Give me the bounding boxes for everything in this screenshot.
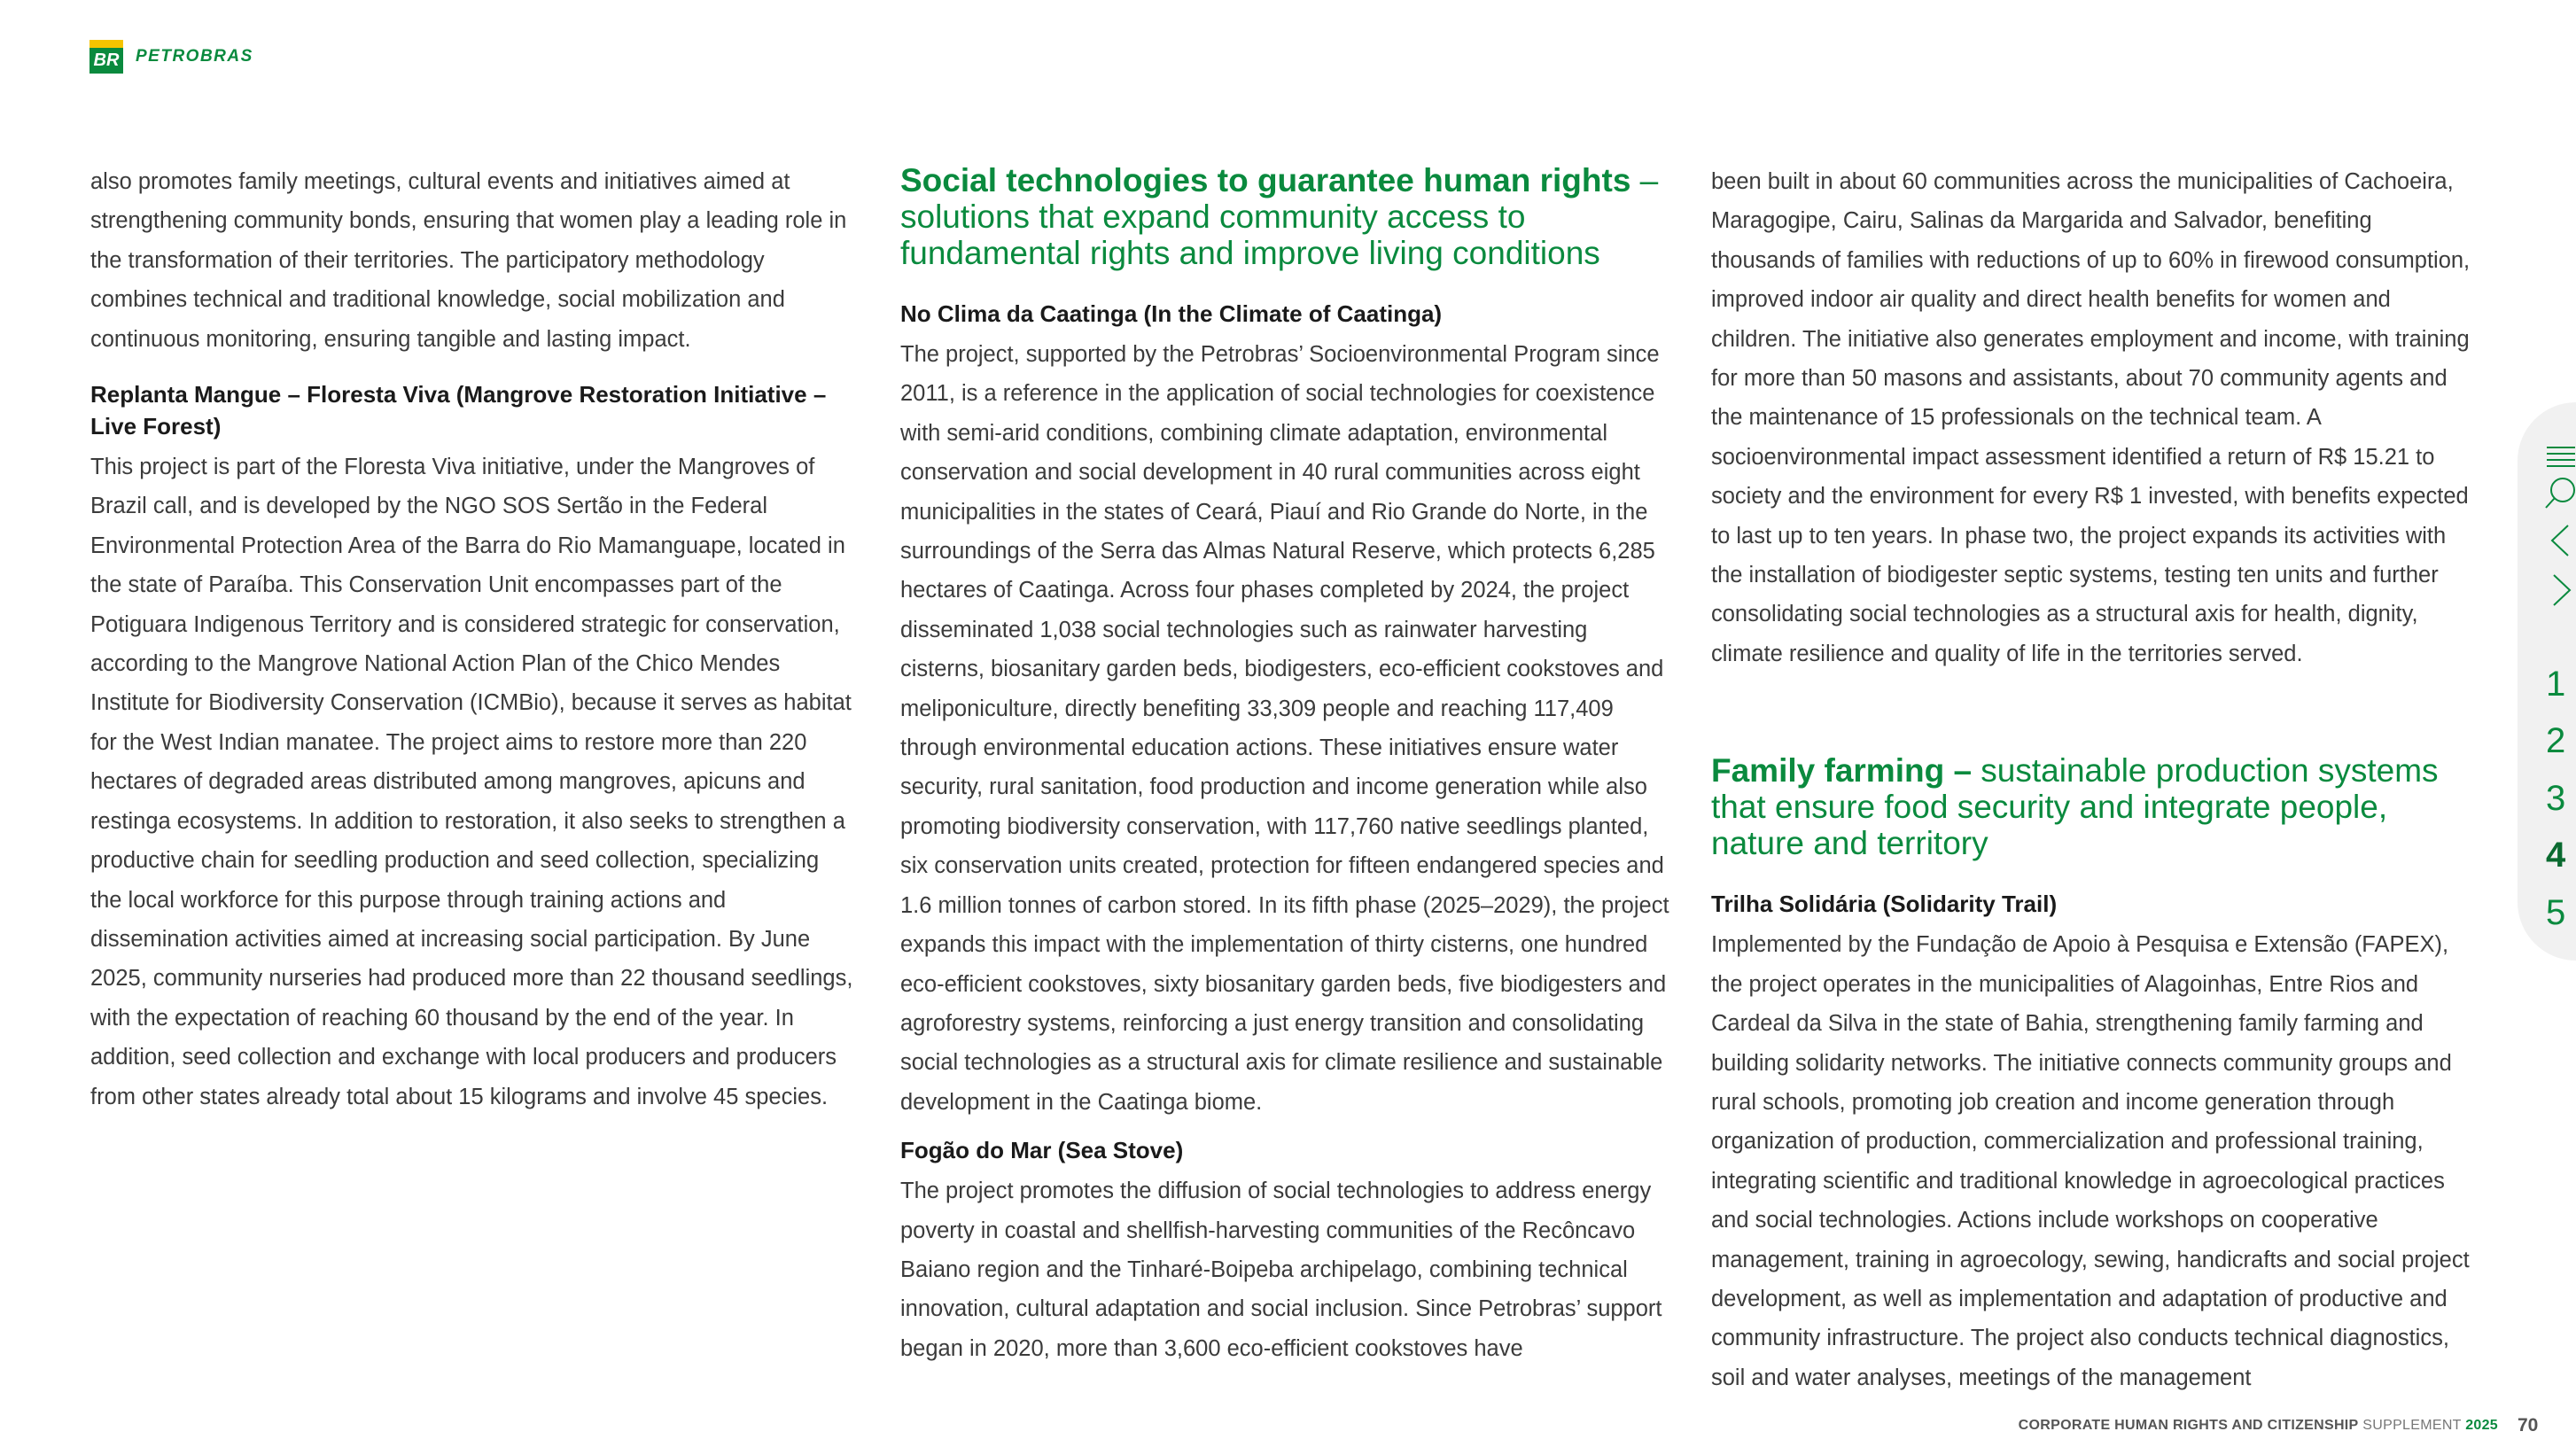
column-right xyxy=(1711,162,2482,1397)
paragraph-fogao-continued: been built in about 60 communities across the municipalities of Cachoeira, Maragogipe, Cairu, Salinas da Margarida and Salvador, benefiting thousands of families with reductions of up to 60% in firewood consumption, improved indoor air quality and direct health benefits for women and children. The initiative also generates employment and income, with training for more than 50 masons and assistants, about 70 community agents and the maintenance of 15 professionals on the technical team. A socioenvironmental impact assessment identified a return of R$ 15.21 to society and the environment for every R$ 1 invested, with benefits expected to last up to ten years. In phase two, the project expands its activities with the installation of biodigester septic systems, testing ten units and further consolidating social technologies as a structural axis for health, dignity, climate resilience and quality of life in the territories served. xyxy=(1711,169,2471,666)
brand-name: PETROBRAS xyxy=(136,47,253,66)
column-middle xyxy=(900,162,1671,1368)
menu-icon[interactable] xyxy=(2543,440,2576,476)
section-title-no-clima-da-caatinga: No Clima da Caatinga (In the Climate of Caatinga) xyxy=(900,300,1443,327)
search-icon[interactable] xyxy=(2543,476,2576,511)
paragraph-intro: also promotes family meetings, cultural events and initiatives aimed at strengthening community bonds, ensuring that women play a leading role in the transformation of their territories. The participatory methodology combines technical and traditional knowledge, social mobilization and continuous monitoring, ensuring tangible and lasting impact. xyxy=(90,169,847,352)
next-icon[interactable] xyxy=(2543,572,2576,608)
petrobras-logo xyxy=(89,40,253,74)
column-left xyxy=(90,162,854,1116)
paragraph-no-clima-da-caatinga: The project, supported by the Petrobras’ Socioenvironmental Program since 2011, is a reference in the application of social technologies for coexistence with semi-arid conditions, combining climate adaptation, environmental conservation and social development in 40 rural communities across eight municipalities in the states of Ceará, Piauí and Rio Grande do Norte, in the surroundings of the Serra das Almas Natural Reserve, which protects 6,285 hectares of Caatinga. Across four phases completed by 2024, the project disseminated 1,038 social technologies such as rainwater harvesting cisterns, biosanitary garden beds, biodigesters, eco-efficient cookstoves and meliponiculture, directly benefiting 33,309 people and reaching 117,409 through environmental education actions. These initiatives ensure water security, rural sanitation, food production and income generation while also promoting biodiversity conservation, with 117,760 native seedlings planted, six conservation units created, protection for fifteen endangered species and 1.6 million tonnes of carbon stored. In its fifth phase (2025–2029), the project expands this impact with the implementation of thirty cisterns, one hundred eco-efficient cookstoves, sixty biosanitary garden beds, five biodigesters and agroforestry systems, reinforcing a just energy transition and consolidating social technologies as a structural axis for climate resilience and sustainable development in the Caatinga biome. xyxy=(900,342,1669,1115)
paragraph-trilha-solidaria: Implemented by the Fundação de Apoio à Pesquisa e Extensão (FAPEX), the project operates in the municipalities of Alagoinhas, Entre Rios and Cardeal da Silva in the state of Bahia, strengthening family farming and building solidarity networks. The initiative connects community groups and rural schools, promoting job creation and income generation through organization of production, commercialization and professional training, integrating scientific and traditional knowledge in agroecological practices and social technologies. Actions include workshops on cooperative management, training in agroecology, sewing, handicrafts and social project development, as well as implementation and adaptation of productive and community infrastructure. The project also conducts technical diagnostics, soil and water analyses, meetings of the management xyxy=(1711,932,2470,1390)
heading-social-technologies: Social technologies to guarantee human rights – solutions that expand community access to fundamental rights and improve living conditions xyxy=(900,162,1659,271)
section-title-fogao-do-mar: Fogão do Mar (Sea Stove) xyxy=(900,1137,1184,1164)
chapter-link-5[interactable]: 5 xyxy=(2546,893,2566,932)
chapter-link-3[interactable]: 3 xyxy=(2546,779,2566,818)
paragraph-fogao-do-mar: The project promotes the diffusion of social technologies to address energy poverty in coastal and shellfish-harvesting communities of the Recôncavo Baiano region and the Tinharé-Boipeba archipelago, combining technical innovation, cultural adaptation and social inclusion. Since Petrobras’ support began in 2020, more than 3,600 eco-efficient cookstoves have xyxy=(900,1179,1662,1361)
chapter-link-1[interactable]: 1 xyxy=(2546,665,2566,704)
section-title-replanta-mangue: Replanta Mangue – Floresta Viva (Mangrove Restoration Initiative – Live Forest) xyxy=(90,381,827,440)
heading-family-farming: Family farming – sustainable production systems that ensure food security and integrate people, nature and territory xyxy=(1711,752,2439,862)
chapter-link-2[interactable]: 2 xyxy=(2546,721,2566,760)
chapter-link-4-active[interactable]: 4 xyxy=(2546,836,2566,875)
previous-icon[interactable] xyxy=(2543,523,2576,558)
footer-title: CORPORATE HUMAN RIGHTS AND CITIZENSHIP SUPPLEMENT 2025 xyxy=(2018,1418,2498,1433)
page-number: 70 xyxy=(2518,1415,2539,1435)
section-title-trilha-solidaria: Trilha Solidária (Solidarity Trail) xyxy=(1711,891,2058,918)
paragraph-replanta-mangue: This project is part of the Floresta Viva initiative, under the Mangroves of Brazil call, and is developed by the NGO SOS Sertão in the Federal Environmental Protection Area of the Barra do Rio Mamanguape, located in the state of Paraíba. This Conservation Unit encompasses part of the Potiguara Indigenous Territory and is considered strategic for conservation, according to the Mangrove National Action Plan of the Chico Mendes Institute for Biodiversity Conservation (ICMBio), because it serves as habitat for the West Indian manatee. The project aims to restore more than 220 hectares of degraded areas distributed among mangroves, apicuns and restinga ecosystems. In addition to restoration, it also seeks to strengthen a productive chain for seedling production and seed collection, specializing the local workforce for this purpose through training actions and dissemination activities aimed at increasing social participation. By June 2025, community nurseries had produced more than 22 thousand seedlings, with the expectation of reaching 60 thousand by the end of the year. In addition, seed collection and exchange with local producers and producers from other states already total about 15 kilograms and involve 45 species. xyxy=(90,455,853,1109)
br-logo-icon: BR xyxy=(89,40,123,74)
